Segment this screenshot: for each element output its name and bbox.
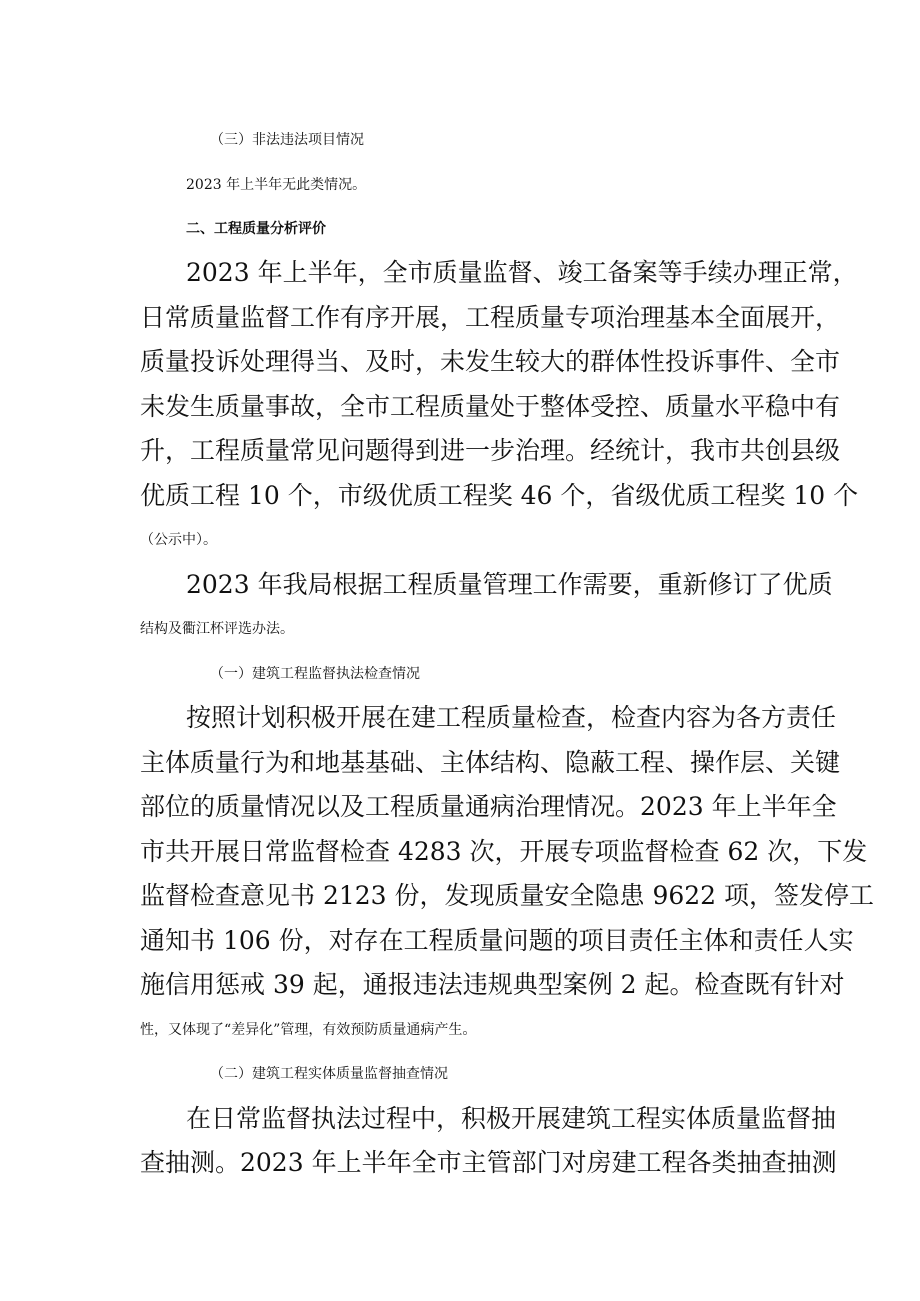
para3-line-7: 施信用惩戒 39 起，通报违法违规典型案例 2 起。检查既有针对 [140, 970, 845, 999]
para1-line-3: 质量投诉处理得当、及时，未发生较大的群体性投诉事件、全市 [140, 347, 841, 376]
section3-heading: （三）非法违法项目情况 [210, 132, 364, 148]
para3-line-2: 主体质量行为和地基基础、主体结构、隐蔽工程、操作层、关键 [140, 748, 841, 777]
sub1-heading: （一）建筑工程监督执法检查情况 [210, 666, 420, 682]
para1-line-1: 2023 年上半年，全市质量监督、竣工备案等手续办理正常， [186, 258, 858, 287]
para4-line-2: 查抽测。2023 年上半年全市主管部门对房建工程各类抽查抽测 [140, 1148, 837, 1177]
para1-line-2: 日常质量监督工作有序开展，工程质量专项治理基本全面展开， [140, 303, 841, 332]
para4-line-1: 在日常监督执法过程中，积极开展建筑工程实体质量监督抽 [186, 1104, 837, 1133]
para3-line-4: 市共开展日常监督检查 4283 次，开展专项监督检查 62 次，下发 [140, 837, 868, 866]
para1-line-5: 升，工程质量常见问题得到进一步治理。经统计，我市共创县级 [140, 436, 841, 465]
para3-line-5: 监督检查意见书 2123 份，发现质量安全隐患 9622 项，签发停工 [140, 881, 875, 910]
part2-heading: 二、工程质量分析评价 [186, 221, 326, 237]
para1-line-7: （公示中）。 [140, 532, 217, 548]
para1-line-6: 优质工程 10 个，市级优质工程奖 46 个，省级优质工程奖 10 个 [140, 481, 859, 510]
section3-text: 2023 年上半年无此类情况。 [186, 177, 367, 193]
sub2-heading: （二）建筑工程实体质量监督抽查情况 [210, 1066, 448, 1082]
para3-line-6: 通知书 106 份，对存在工程质量问题的项目责任主体和责任人实 [140, 926, 854, 955]
para3-line-1: 按照计划积极开展在建工程质量检查，检查内容为各方责任 [186, 703, 837, 732]
para2-line-1: 2023 年我局根据工程质量管理工作需要，重新修订了优质 [186, 570, 833, 599]
para2-line-2: 结构及衢江杯评选办法。 [140, 621, 294, 637]
para3-line-8: 性，又体现了“差异化”管理，有效预防质量通病产生。 [140, 1022, 477, 1038]
para3-line-3: 部位的质量情况以及工程质量通病治理情况。2023 年上半年全 [140, 792, 837, 821]
para1-line-4: 未发生质量事故，全市工程质量处于整体受控、质量水平稳中有 [140, 392, 841, 421]
